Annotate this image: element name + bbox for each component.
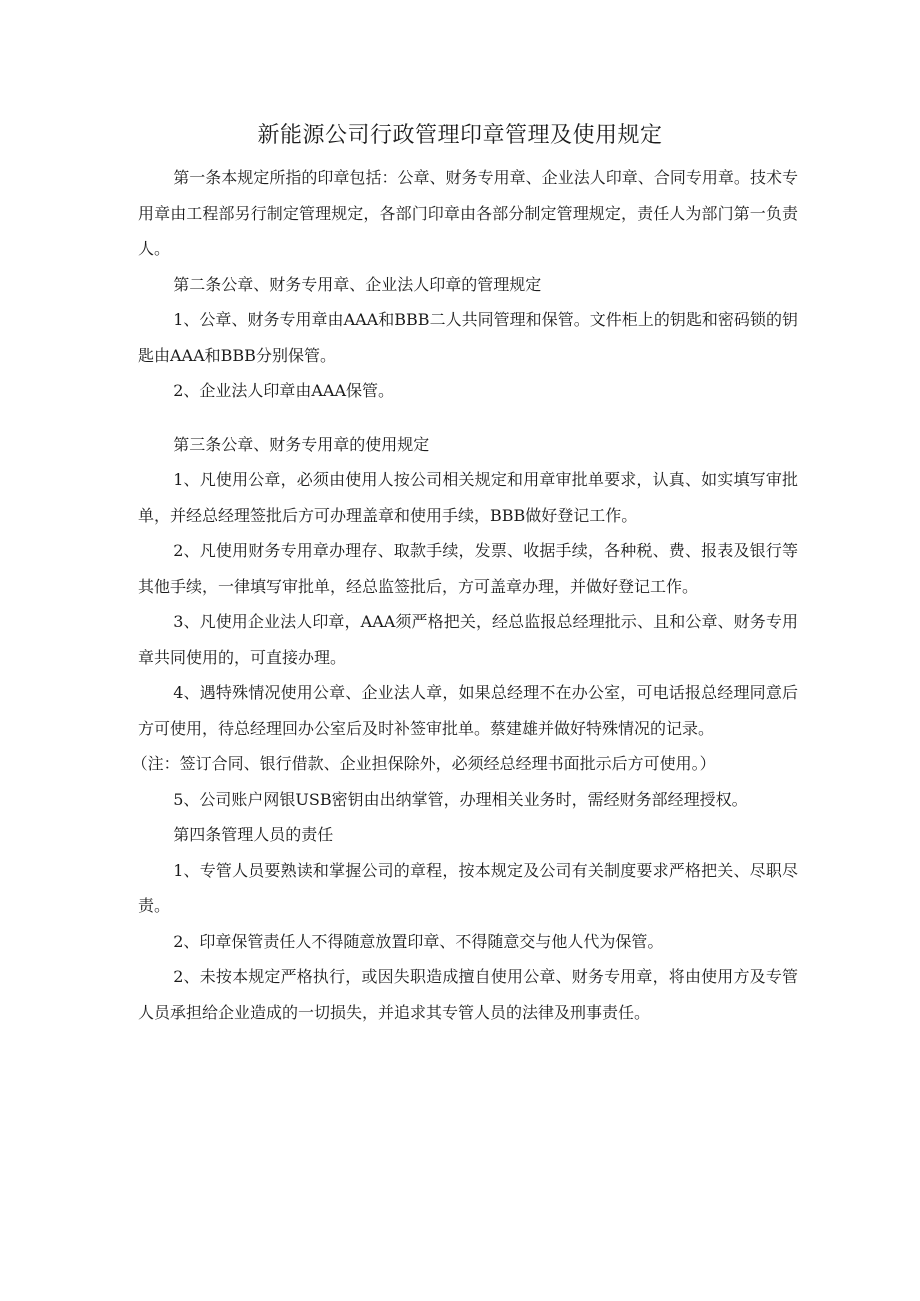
- article-1-scope: 第一条本规定所指的印章包括：公章、财务专用章、企业法人印章、合同专用章。技术专用章由工程部另行制定管理规定，各部门印章由各部分制定管理规定，责任人为部门第一负责人。: [138, 168, 798, 258]
- article-4-item-2: 2、印章保管责任人不得随意放置印章、不得随意交与他人代为保管。: [173, 931, 664, 951]
- article-2-item-2: 2、企业法人印章由AAA保管。: [173, 381, 395, 400]
- article-3-item-1: 1、凡使用公章，必须由使用人按公司相关规定和用章审批单要求，认真、如实填写审批单，并经总经理签批后方可办理盖章和使用手续，BBB做好登记工作。: [138, 470, 798, 525]
- article-4-heading: 第四条管理人员的责任: [173, 825, 334, 844]
- document-title: 新能源公司行政管理印章管理及使用规定: [257, 123, 663, 148]
- article-3-item-5: 5、公司账户网银USB密钥由出纳掌管，办理相关业务时，需经财务部经理授权。: [173, 789, 748, 809]
- article-3-item-3: 3、凡使用企业法人印章，AAA须严格把关，经总监报总经理批示、且和公章、财务专用章共同使用的，可直接办理。: [138, 612, 798, 667]
- article-3-heading: 第三条公章、财务专用章的使用规定: [173, 434, 430, 454]
- article-4-item-1: 1、专管人员要熟读和掌握公司的章程，按本规定及公司有关制度要求严格把关、尽职尽责。: [138, 860, 798, 915]
- document-body: [131, 160, 798, 1030]
- article-3-note: （注：签订合同、银行借款、企业担保除外，必须经总经理书面批示后方可使用。）: [131, 754, 716, 773]
- article-3-item-2: 2、凡使用财务专用章办理存、取款手续，发票、收据手续，各种税、费、报表及银行等其他手续，一律填写审批单，经总监签批后，方可盖章办理，并做好登记工作。: [138, 541, 798, 596]
- article-3-item-4: 4、遇特殊情况使用公章、企业法人章，如果总经理不在办公室，可电话报总经理同意后方可使用，待总经理回办公室后及时补签审批单。蔡建雄并做好特殊情况的记录。: [138, 683, 798, 738]
- article-2-heading: 第二条公章、财务专用章、企业法人印章的管理规定: [173, 274, 542, 294]
- article-2-item-1: 1、公章、财务专用章由AAA和BBB二人共同管理和保管。文件柜上的钥匙和密码锁的钥匙由AAA和BBB分别保管。: [138, 310, 798, 365]
- article-4-item-3: 2、未按本规定严格执行，或因失职造成擅自使用公章、财务专用章，将由使用方及专管人员承担给企业造成的一切损失，并追求其专管人员的法律及刑事责任。: [138, 967, 798, 1022]
